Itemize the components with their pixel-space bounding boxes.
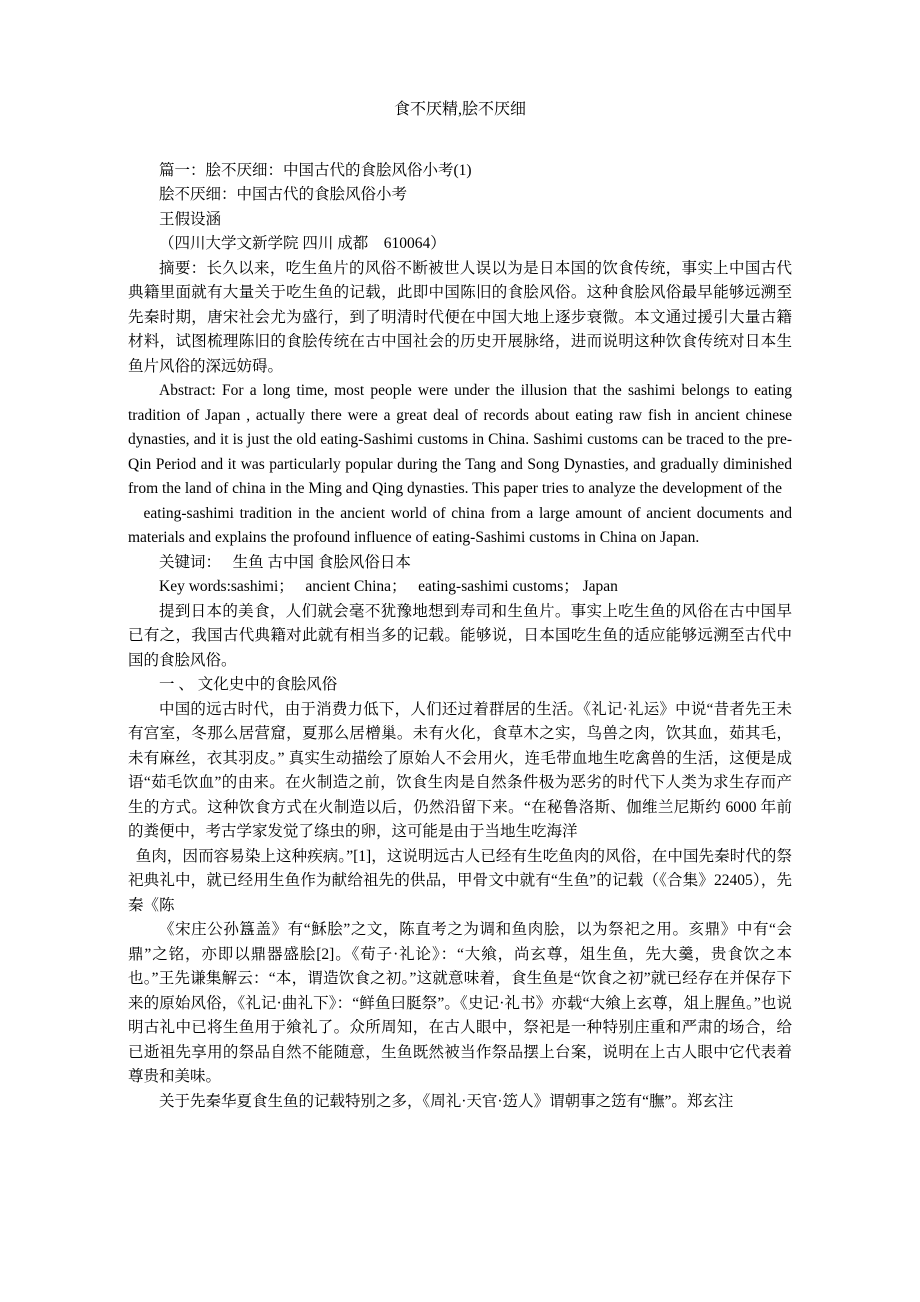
document-title: 食不厌精,脍不厌细	[393, 101, 526, 118]
paragraph-source-heading: 篇一：脍不厌细：中国古代的食脍风俗小考(1)	[159, 161, 472, 179]
paragraph-body-2: 鱼肉，因而容易染上这种疾病。”[1]，这说明远古人已经有生吃鱼肉的风俗，在中国先秦时代的祭祀典礼中，就已经用生鱼作为献给祖先的供品，甲骨文中就有“生鱼”的记载（《合集》22405），先秦《陈	[128, 847, 792, 914]
paragraph-intro: 提到日本的美食，人们就会毫不犹豫地想到寿司和生鱼片。事实上吃生鱼的风俗在古中国早已有之，我国古代典籍对此就有相当多的记载。能够说，日本国吃生鱼的适应能够远溯至古代中国的食脍风俗。	[128, 602, 792, 669]
paragraph-abstract-zh: 摘要：长久以来，吃生鱼片的风俗不断被世人误以为是日本国的饮食传统，事实上中国古代典籍里面就有大量关于吃生鱼的记载，此即中国陈旧的食脍风俗。这种食脍风俗最早能够远溯至先秦时期，唐宋社会尤为盛行，到了明清时代便在中国大地上逐步衰微。本文通过援引大量古籍材料，试图梳理陈旧的食脍传统在古中国社会的历史开展脉络，进而说明这种饮食传统对日本生鱼片风俗的深远妨碍。	[128, 259, 792, 375]
paragraph-affiliation: （四川大学文新学院 四川 成都 610064）	[159, 235, 446, 252]
paragraph-author: 王假设涵	[159, 210, 222, 228]
paragraph-body-3: 《宋庄公孙簋盖》有“穌脍”之文，陈直考之为调和鱼肉脍，以为祭祀之用。亥鼎》中有“会鼎”之铭，亦即以鼎器盛脍[2]。《荀子·礼论》：“大飨，尚玄尊，俎生鱼，先大羹，贵食饮之本也。”王先谦集解云：“本，谓造饮食之初。”这就意味着，食生鱼是“饮食之初”就已经存在并保存下来的原始风俗，《礼记·曲礼下》：“鲜鱼曰脡祭”。《史记·礼书》亦载“大飨上玄尊，俎上腥鱼。”也说明古礼中已将生鱼用于飨礼了。众所周知，在古人眼中，祭祀是一种特别庄重和严肃的场合，给已逝祖先享用的祭品自然不能随意，生鱼既然被当作祭品摆上台案，说明在上古人眼中它代表着尊贵和美味。	[128, 921, 792, 1085]
paragraph-section-heading-1: 一 、 文化史中的食脍风俗	[159, 676, 338, 693]
paragraph-abstract-en-2: eating-sashimi tradition in the ancient world of china from a large amount of ancient documents and materials and explains the profound influence of eating-Sashimi customs in China on Japan.	[128, 504, 792, 546]
document-body	[128, 159, 792, 1115]
paragraph-abstract-en-1: Abstract: For a long time, most people were under the illusion that the sashimi belongs to eating tradition of Japan , actually there were a great deal of records about eating raw fish in ancient chinese dynasties, and it is just the old eating-Sashimi customs in China. Sashimi customs can be traced to the pre-Qin Period and it was particularly popular during the Tang and Song Dynasties, and gradually diminished from the land of china in the Ming and Qing dynasties. This paper tries to analyze the development of the	[128, 382, 792, 497]
paragraph-keywords-en: Key words:sashimi； ancient China； eating-sashimi customs； Japan	[159, 578, 618, 595]
paragraph-article-title: 脍不厌细：中国古代的食脍风俗小考	[159, 186, 408, 203]
paragraph-keywords-zh: 关键词： 生鱼 古中国 食脍风俗日本	[159, 553, 411, 571]
paragraph-body-4: 关于先秦华夏食生鱼的记载特别之多，《周礼·天官·笾人》谓朝事之笾有“膴”。郑玄注	[159, 1092, 734, 1110]
paragraph-body-1: 中国的远古时代，由于消费力低下，人们还过着群居的生活。《礼记·礼运》中说“昔者先王未有宫室，冬那么居营窟，夏那么居橧巢。未有火化，食草木之实，鸟兽之肉，饮其血，茹其毛，未有麻丝，衣其羽皮。” 真实生动描绘了原始人不会用火，连毛带血地生吃禽兽的生活，这便是成语“茹毛饮血”的由来。在火制造之前，饮食生肉是自然条件极为恶劣的时代下人类为求生存而产生的方式。这种饮食方式在火制造以后，仍然沿留下来。“在秘鲁洛斯、伽维兰尼斯约 6000 年前的粪便中，考古学家发觉了绦虫的卵，这可能是由于当地生吃海洋	[128, 700, 792, 840]
